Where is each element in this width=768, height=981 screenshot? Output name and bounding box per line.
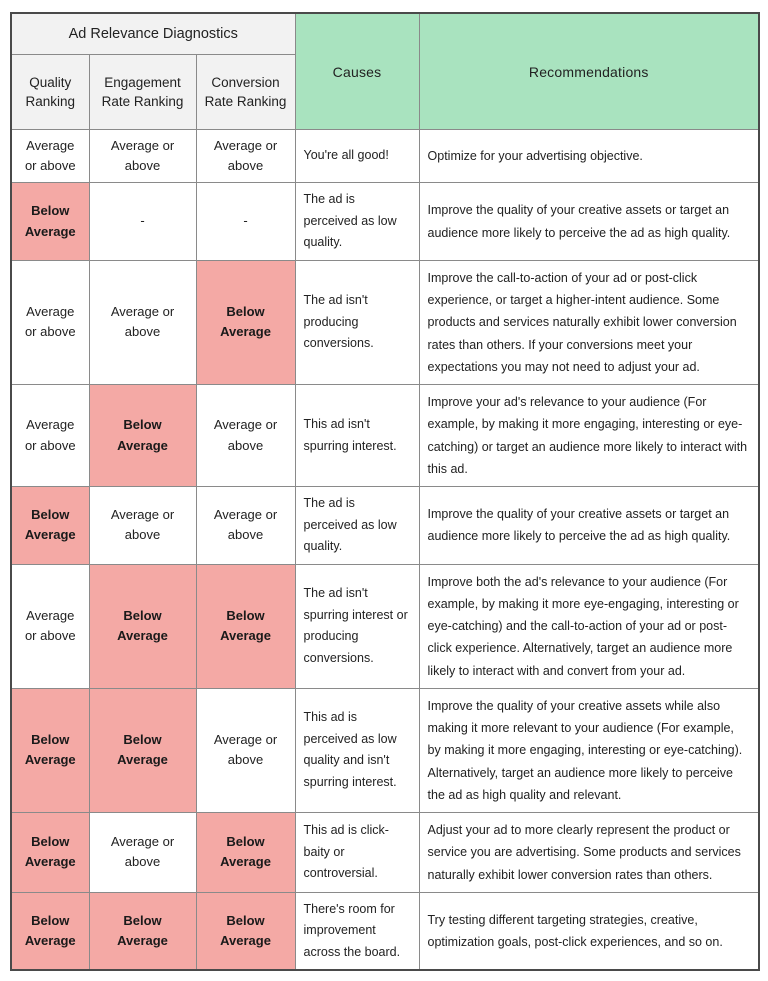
cell-engagement-rate-ranking: Below Average	[89, 892, 196, 970]
cell-cause: The ad is perceived as low quality.	[295, 183, 419, 261]
header-quality-ranking-line2: Ranking	[25, 94, 76, 109]
table-row	[11, 385, 759, 487]
table-row	[11, 183, 759, 261]
cell-conversion-rate-ranking: Average or above	[196, 130, 295, 183]
cell-quality-ranking: Below Average	[11, 183, 89, 261]
header-quality-ranking-line1: Quality	[29, 74, 72, 90]
cell-conversion-rate-ranking: Below Average	[196, 892, 295, 970]
cell-recommendation: Improve the quality of your creative assets while also making it more relevant to your audience (For example, by making it more engaging, interesting or eye-catching). Alternatively, target an audience more likely to perceive the ad as high quality and relevant.	[419, 688, 759, 812]
cell-cause: This ad is perceived as low quality and isn't spurring interest.	[295, 688, 419, 812]
cell-quality-ranking: Below Average	[11, 487, 89, 565]
table-header-group-row	[11, 13, 759, 55]
cell-recommendation: Improve your ad's relevance to your audience (For example, by making it more engaging, interesting or eye-catching) or target an audience more likely to interact with this ad.	[419, 385, 759, 487]
header-quality-ranking	[11, 55, 89, 130]
cell-conversion-rate-ranking: Below Average	[196, 813, 295, 893]
cell-engagement-rate-ranking: Average or above	[89, 130, 196, 183]
cell-quality-ranking: Below Average	[11, 813, 89, 893]
table-header	[11, 13, 759, 130]
ad-relevance-diagnostics-table	[10, 12, 760, 971]
cell-quality-ranking: Average or above	[11, 260, 89, 384]
header-causes: Causes	[295, 13, 419, 130]
cell-quality-ranking: Average or above	[11, 385, 89, 487]
cell-engagement-rate-ranking: Average or above	[89, 487, 196, 565]
cell-recommendation: Improve both the ad's relevance to your audience (For example, by making it more eye-engaging, interesting or eye-catching) and the call-to-action of your ad or post-click experience. Alternatively, target an audience more likely to interact with and convert from your ad.	[419, 564, 759, 688]
header-engagement-rate-ranking	[89, 55, 196, 130]
cell-conversion-rate-ranking: Average or above	[196, 688, 295, 812]
table-row	[11, 813, 759, 893]
cell-conversion-rate-ranking: Average or above	[196, 487, 295, 565]
cell-cause: The ad isn't producing conversions.	[295, 260, 419, 384]
cell-engagement-rate-ranking: Below Average	[89, 385, 196, 487]
header-engagement-rate-ranking-line2: Rate Ranking	[101, 94, 184, 109]
cell-engagement-rate-ranking: Below Average	[89, 564, 196, 688]
table-row	[11, 688, 759, 812]
cell-cause: You're all good!	[295, 130, 419, 183]
cell-recommendation: Optimize for your advertising objective.	[419, 130, 759, 183]
cell-recommendation: Improve the quality of your creative assets or target an audience more likely to perceive the ad as high quality.	[419, 487, 759, 565]
cell-conversion-rate-ranking: -	[196, 183, 295, 261]
cell-quality-ranking: Average or above	[11, 130, 89, 183]
table-row	[11, 892, 759, 970]
cell-recommendation: Improve the quality of your creative assets or target an audience more likely to perceive the ad as high quality.	[419, 183, 759, 261]
cell-engagement-rate-ranking: -	[89, 183, 196, 261]
header-engagement-rate-ranking-line1: Engagement	[104, 74, 181, 90]
table-row	[11, 260, 759, 384]
table-body	[11, 130, 759, 971]
cell-engagement-rate-ranking: Below Average	[89, 688, 196, 812]
cell-cause: There's room for improvement across the board.	[295, 892, 419, 970]
header-ad-relevance-diagnostics: Ad Relevance Diagnostics	[11, 13, 295, 55]
cell-engagement-rate-ranking: Average or above	[89, 260, 196, 384]
cell-quality-ranking: Average or above	[11, 564, 89, 688]
table-row	[11, 130, 759, 183]
table-row	[11, 564, 759, 688]
cell-cause: The ad is perceived as low quality.	[295, 487, 419, 565]
cell-quality-ranking: Below Average	[11, 892, 89, 970]
header-conversion-rate-ranking	[196, 55, 295, 130]
cell-recommendation: Try testing different targeting strategies, creative, optimization goals, post-click experiences, and so on.	[419, 892, 759, 970]
cell-conversion-rate-ranking: Average or above	[196, 385, 295, 487]
cell-conversion-rate-ranking: Below Average	[196, 564, 295, 688]
table-row	[11, 487, 759, 565]
header-conversion-rate-ranking-line2: Rate Ranking	[204, 94, 287, 109]
cell-conversion-rate-ranking: Below Average	[196, 260, 295, 384]
header-recommendations: Recommendations	[419, 13, 759, 130]
cell-quality-ranking: Below Average	[11, 688, 89, 812]
cell-cause: This ad isn't spurring interest.	[295, 385, 419, 487]
cell-cause: This ad is click-baity or controversial.	[295, 813, 419, 893]
cell-engagement-rate-ranking: Average or above	[89, 813, 196, 893]
cell-recommendation: Improve the call-to-action of your ad or post-click experience, or target a higher-intent audience. Some products and services naturally exhibit lower conversion rates than others. If your conversions meet your expectations you may not need to adjust your ad.	[419, 260, 759, 384]
header-conversion-rate-ranking-line1: Conversion	[211, 74, 280, 90]
cell-cause: The ad isn't spurring interest or producing conversions.	[295, 564, 419, 688]
cell-recommendation: Adjust your ad to more clearly represent the product or service you are advertising. Some products and services naturally exhibit lower conversion rates than others.	[419, 813, 759, 893]
